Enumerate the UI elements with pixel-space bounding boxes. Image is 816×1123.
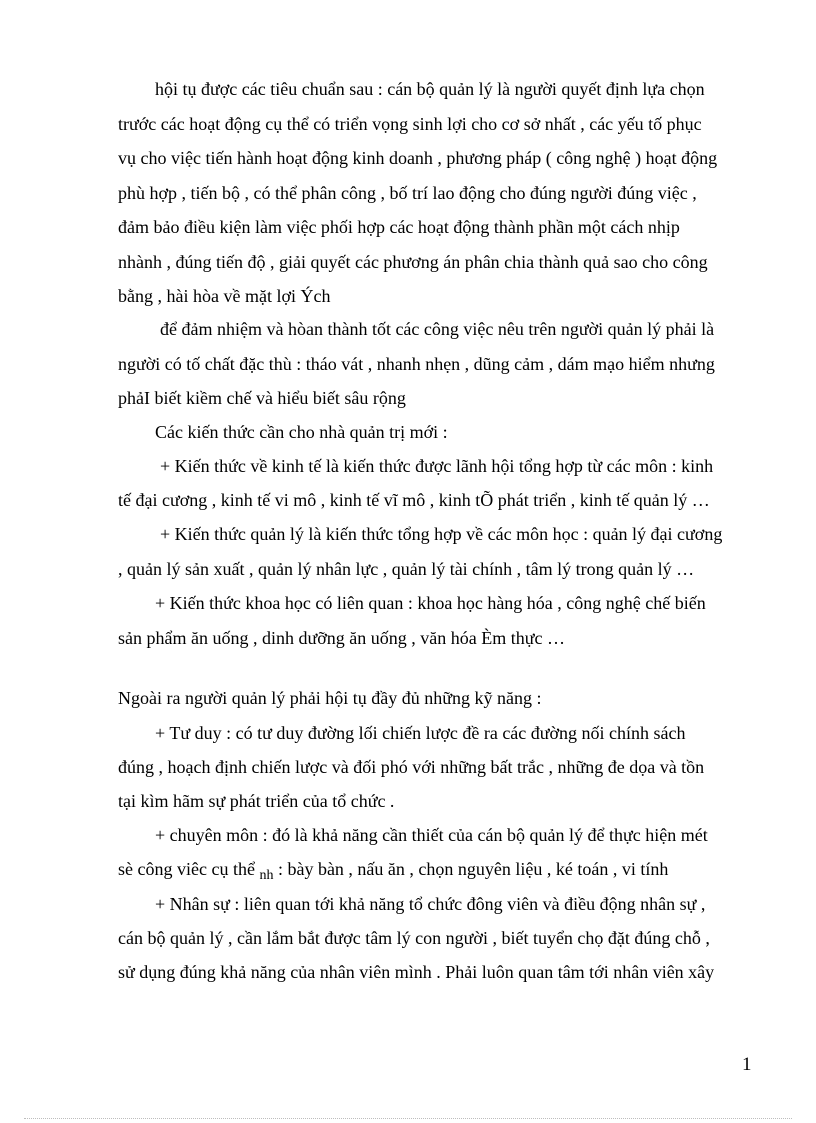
- list-item-line: đúng , hoạch định chiến lược và đối phó với những bất trắc , những đe dọa và tồn: [118, 757, 705, 777]
- list-item-line: , quản lý sản xuất , quản lý nhân lực , quản lý tài chính , tâm lý trong quản lý …: [118, 559, 695, 579]
- paragraph-line: hội tụ được các tiêu chuẩn sau : cán bộ quản lý là người quyết định lựa chọn: [155, 79, 705, 99]
- footer-divider: [24, 1118, 792, 1119]
- paragraph-line: vụ cho việc tiến hành hoạt động kinh doanh , phương pháp ( công nghệ ) hoạt động: [118, 148, 718, 168]
- list-item-line: tại kìm hãm sự phát triển của tổ chức .: [118, 791, 395, 811]
- page-number: 1: [742, 1054, 752, 1075]
- paragraph-line: để đảm nhiệm và hòan thành tốt các công việc nêu trên người quản lý phải là: [160, 319, 715, 339]
- paragraph-line: người có tố chất đặc thù : tháo vát , nhanh nhẹn , dũng cảm , dám mạo hiểm nhưng: [118, 354, 715, 374]
- list-item-line: sử dụng đúng khả năng của nhân viên mình . Phải luôn quan tâm tới nhân viên xây: [118, 962, 715, 982]
- inline-fragment: nh: [259, 868, 274, 883]
- list-item-line: + chuyên môn : đó là khả năng cần thiết của cán bộ quản lý để thực hiện mét: [155, 825, 708, 845]
- paragraph-line: phảI biết kiềm chế và hiểu biết sâu rộng: [118, 388, 406, 408]
- line-text: : bày bàn , nấu ăn , chọn nguyên liệu , ké toán , vi tính: [277, 859, 669, 879]
- paragraph-line: phù hợp , tiến bộ , có thể phân công , bố trí lao động cho đúng người đúng việc ,: [118, 183, 697, 203]
- line-text: sè công viêc cụ thể: [118, 859, 255, 879]
- list-item-line: tế đại cương , kinh tế vi mô , kinh tế vĩ mô , kinh tÕ phát triển , kinh tế quản lý …: [118, 490, 710, 510]
- paragraph-line: bằng , hài hòa về mặt lợi Ých: [118, 286, 331, 306]
- paragraph-line: trước các hoạt động cụ thể có triển vọng sinh lợi cho cơ sở nhất , các yếu tố phục: [118, 114, 702, 134]
- list-item-line: sản phẩm ăn uống , dinh dưỡng ăn uống , văn hóa Èm thực …: [118, 628, 565, 648]
- list-item-line: + Nhân sự : liên quan tới khả năng tổ chức đông viên và điều động nhân sự ,: [155, 894, 706, 914]
- section-heading: Các kiến thức cần cho nhà quản trị mới :: [155, 422, 448, 442]
- paragraph-line: đảm bảo điều kiện làm việc phối hợp các hoạt động thành phần một cách nhịp: [118, 217, 680, 237]
- section-heading: Ngoài ra người quản lý phải hội tụ đầy đủ những kỹ năng :: [118, 688, 542, 708]
- list-item-line: + Tư duy : có tư duy đường lối chiến lược đề ra các đường nối chính sách: [155, 723, 686, 743]
- list-item-line: + Kiến thức về kinh tế là kiến thức được lãnh hội tổng hợp từ các môn : kinh: [160, 456, 714, 476]
- paragraph-line: nhành , đúng tiến độ , giải quyết các phương án phân chia thành quả sao cho công: [118, 252, 708, 272]
- list-item-line: [118, 858, 668, 887]
- list-item-line: + Kiến thức khoa học có liên quan : khoa học hàng hóa , công nghệ chế biến: [155, 593, 706, 613]
- list-item-line: + Kiến thức quản lý là kiến thức tổng hợp về các môn học : quản lý đại cương: [160, 524, 723, 544]
- list-item-line: cán bộ quản lý , cần lắm bắt được tâm lý con người , biết tuyển chọ đặt đúng chỗ ,: [118, 928, 710, 948]
